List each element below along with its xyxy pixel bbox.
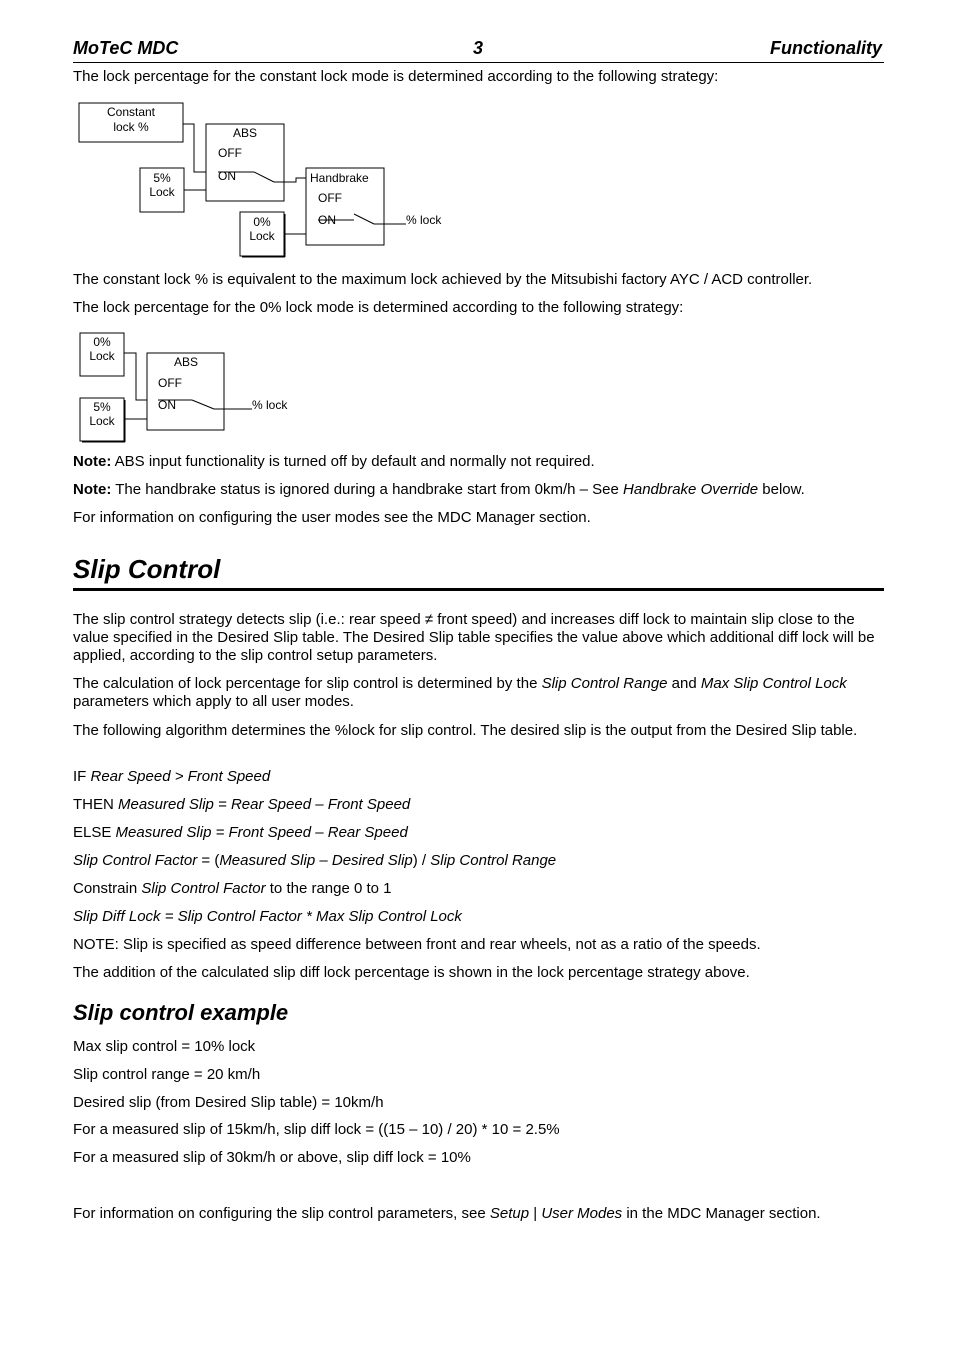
algo-diff-expr: Slip Diff Lock = Slip Control Factor * Max Slip Control Lock bbox=[73, 908, 462, 925]
algo-if-line bbox=[73, 768, 884, 786]
algo-else-expr: Measured Slip = Front Speed – Rear Speed bbox=[115, 824, 408, 841]
abs-on-label: ON bbox=[218, 169, 236, 183]
zero-lock-strategy-diagram bbox=[70, 326, 330, 446]
slip-p2-e: parameters which apply to all user modes. bbox=[73, 693, 354, 710]
user-modes-info: For information on configuring the user modes see the MDC Manager section. bbox=[73, 509, 591, 526]
header-section: Functionality bbox=[770, 38, 882, 58]
d2-zero-label-2: Lock bbox=[89, 349, 115, 363]
zero-lock-label-2: Lock bbox=[249, 229, 275, 243]
constant-lock-label-1: Constant bbox=[106, 105, 156, 119]
algo-factor-eq: = ( bbox=[197, 852, 220, 869]
note-handbrake-italic: Handbrake Override bbox=[623, 481, 759, 498]
algo-factor-div: ) / bbox=[412, 852, 431, 869]
diagram2-output-label: % lock bbox=[252, 398, 288, 412]
algo-else-keyword: ELSE bbox=[73, 824, 116, 841]
slip-control-calculation bbox=[73, 675, 884, 711]
algo-factor-range: Slip Control Range bbox=[430, 852, 557, 869]
diagram1-output-label: % lock bbox=[406, 213, 442, 227]
final-e: in the MDC Manager section. bbox=[622, 1205, 821, 1222]
zero-lock-intro: The lock percentage for the 0% lock mode is determined according to the following strategy: bbox=[73, 299, 684, 316]
algo-diff-lock-line bbox=[73, 908, 884, 926]
handbrake-title: Handbrake bbox=[310, 171, 369, 185]
slip-p2-a: The calculation of lock percentage for slip control is determined by the bbox=[73, 675, 542, 692]
algo-factor-line bbox=[73, 852, 884, 870]
abs-title: ABS bbox=[232, 126, 258, 140]
algo-then-line bbox=[73, 796, 884, 814]
constant-lock-label-2: lock % bbox=[113, 120, 149, 134]
d2-zero-label-1: 0% bbox=[93, 335, 111, 349]
algo-else-line bbox=[73, 824, 884, 842]
abs-off-label: OFF bbox=[218, 146, 242, 160]
example-line-3: Desired slip (from Desired Slip table) = 10km/h bbox=[73, 1094, 384, 1111]
intro-text: The lock percentage for the constant lock mode is determined according to the following strategy: bbox=[73, 68, 719, 85]
five-lock-label-1: 5% bbox=[153, 171, 171, 185]
five-lock-label-2: Lock bbox=[149, 185, 175, 199]
algo-then-keyword: THEN bbox=[73, 796, 118, 813]
slip-control-heading: Slip Control bbox=[73, 554, 884, 591]
final-setup: Setup bbox=[489, 1205, 530, 1222]
note-handbrake bbox=[73, 481, 884, 499]
note-abs-text: ABS input functionality is turned off by default and normally not required. bbox=[111, 453, 595, 470]
final-a: For information on configuring the slip control parameters, see bbox=[73, 1205, 490, 1222]
algo-factor-term: Slip Control Factor bbox=[73, 852, 198, 869]
note-handbrake-label: Note: bbox=[73, 481, 112, 498]
header-product: MoTeC MDC bbox=[73, 38, 179, 58]
slip-p2-range-term: Slip Control Range bbox=[541, 675, 668, 692]
algo-constrain-line bbox=[73, 880, 884, 898]
algo-if-expr: Rear Speed > Front Speed bbox=[90, 768, 271, 785]
d2-abs-off-label: OFF bbox=[158, 376, 182, 390]
algo-factor-diff: Measured Slip – Desired Slip bbox=[219, 852, 413, 869]
page-header bbox=[73, 36, 884, 63]
note-handbrake-text: The handbrake status is ignored during a handbrake start from 0km/h – See bbox=[111, 481, 624, 498]
algo-then-expr: Measured Slip = Rear Speed – Front Speed bbox=[118, 796, 411, 813]
zero-lock-label-1: 0% bbox=[253, 215, 271, 229]
note-handbrake-tail: below. bbox=[758, 481, 805, 498]
constant-lock-explanation: The constant lock % is equivalent to the maximum lock achieved by the Mitsubishi factory AYC / ACD controller. bbox=[73, 271, 813, 288]
algo-constrain-kw: Constrain bbox=[73, 880, 142, 897]
algo-constrain-term: Slip Control Factor bbox=[141, 880, 266, 897]
handbrake-off-label: OFF bbox=[318, 191, 342, 205]
slip-algorithm-intro: The following algorithm determines the %lock for slip control. The desired slip is the output from the Desired Slip table. bbox=[73, 722, 858, 739]
slip-example-heading: Slip control example bbox=[73, 1000, 289, 1025]
final-user-modes: User Modes bbox=[541, 1205, 623, 1222]
constant-lock-strategy-diagram bbox=[70, 96, 470, 262]
note-abs bbox=[73, 453, 884, 471]
example-line-4: For a measured slip of 15km/h, slip diff lock = ((15 – 10) / 20) * 10 = 2.5% bbox=[73, 1121, 560, 1138]
algo-if-keyword: IF bbox=[73, 768, 91, 785]
slip-control-description: The slip control strategy detects slip (i.e.: rear speed ≠ front speed) and increases diff lock to maintain slip close to the value specified in the Desired Slip table. The Desired Slip table specifies the value above which additional diff lock will be applied, according to the slip control setup parameters. bbox=[73, 611, 875, 664]
example-line-5: For a measured slip of 30km/h or above, slip diff lock = 10% bbox=[73, 1149, 471, 1166]
header-page-number: 3 bbox=[473, 38, 484, 58]
slip-p2-max-term: Max Slip Control Lock bbox=[700, 675, 847, 692]
slip-p2-c: and bbox=[667, 675, 701, 692]
d2-abs-on-label: ON bbox=[158, 398, 176, 412]
example-line-1: Max slip control = 10% lock bbox=[73, 1038, 256, 1055]
final-sep: | bbox=[529, 1205, 542, 1222]
slip-addition: The addition of the calculated slip diff lock percentage is shown in the lock percentage strategy above. bbox=[73, 964, 750, 981]
handbrake-on-label: ON bbox=[318, 213, 336, 227]
example-line-2: Slip control range = 20 km/h bbox=[73, 1066, 261, 1083]
d2-five-label-1: 5% bbox=[93, 400, 111, 414]
note-abs-label: Note: bbox=[73, 453, 112, 470]
d2-abs-title: ABS bbox=[173, 355, 199, 369]
slip-config-info bbox=[73, 1205, 884, 1223]
slip-note: NOTE: Slip is specified as speed difference between front and rear wheels, not as a ratio of the speeds. bbox=[73, 936, 761, 953]
d2-five-label-2: Lock bbox=[89, 414, 115, 428]
algo-constrain-range: to the range 0 to 1 bbox=[265, 880, 392, 897]
